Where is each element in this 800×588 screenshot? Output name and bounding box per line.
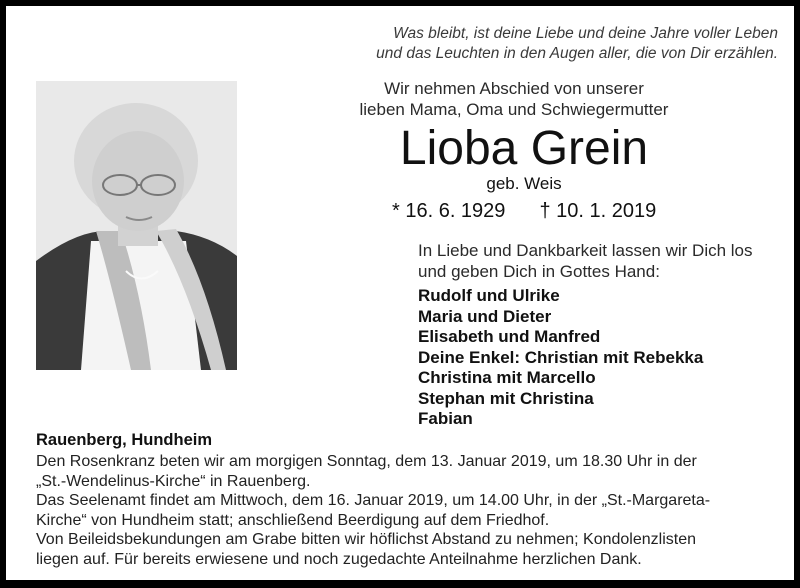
death-date: † 10. 1. 2019 [539,200,657,222]
family-member: Elisabeth und Manfred [418,327,601,346]
intro-line: lieben Mama, Oma und Schwiegermutter [359,100,669,119]
quote-line: und das Leuchten in den Augen aller, die von Dir erzählen. [376,45,778,62]
notice-line: Von Beileidsbekundungen am Grabe bitten wir höflichst Abstand zu nehmen; Kondolenzlisten [36,531,696,548]
notice-line: „St.-Wendelinus-Kirche“ in Rauenberg. [36,472,311,490]
blessing-text [418,240,788,282]
portrait-photo [36,81,237,370]
notice-line: Den Rosenkranz beten wir am morgigen Sonntag, dem 13. Januar 2019, um 18.30 Uhr in der [36,453,697,470]
family-list [418,286,788,430]
family-member: Rudolf und Ulrike [418,286,560,305]
family-member: Maria und Dieter [418,306,552,326]
family-member: Stephan mit Christina [418,388,594,408]
quote-line: Was bleibt, ist deine Liebe und deine Jahre voller Leben [393,25,778,42]
memorial-quote [306,24,778,64]
family-member: Deine Enkel: Christian mit Rebekka [418,347,704,367]
maiden-name: geb. Weis [486,174,562,193]
notice-line: Kirche“ von Hundheim statt; anschließend Beerdigung auf dem Friedhof. [36,511,550,529]
blessing-line: und geben Dich in Gottes Hand: [418,262,660,281]
blessing-line: In Liebe und Dankbarkeit lassen wir Dich los [418,241,753,260]
service-notice [36,452,776,569]
family-member: Fabian [418,409,473,428]
notice-line: liegen auf. Für bereits erwiesene und noch zugedachte Anteilnahme herzlichen Dank. [36,550,642,568]
deceased-name: Lioba Grein [399,122,649,175]
intro-text [344,78,684,120]
life-dates [392,198,692,224]
intro-line: Wir nehmen Abschied von unserer [384,79,644,98]
birth-date: * 16. 6. 1929 [392,200,506,222]
family-member: Christina mit Marcello [418,368,596,387]
portrait-illustration [36,81,237,370]
notice-line: Das Seelenamt findet am Mittwoch, dem 16. Januar 2019, um 14.00 Uhr, in der „St.-Margareta- [36,492,711,509]
place-heading: Rauenberg, Hundheim [36,431,213,449]
